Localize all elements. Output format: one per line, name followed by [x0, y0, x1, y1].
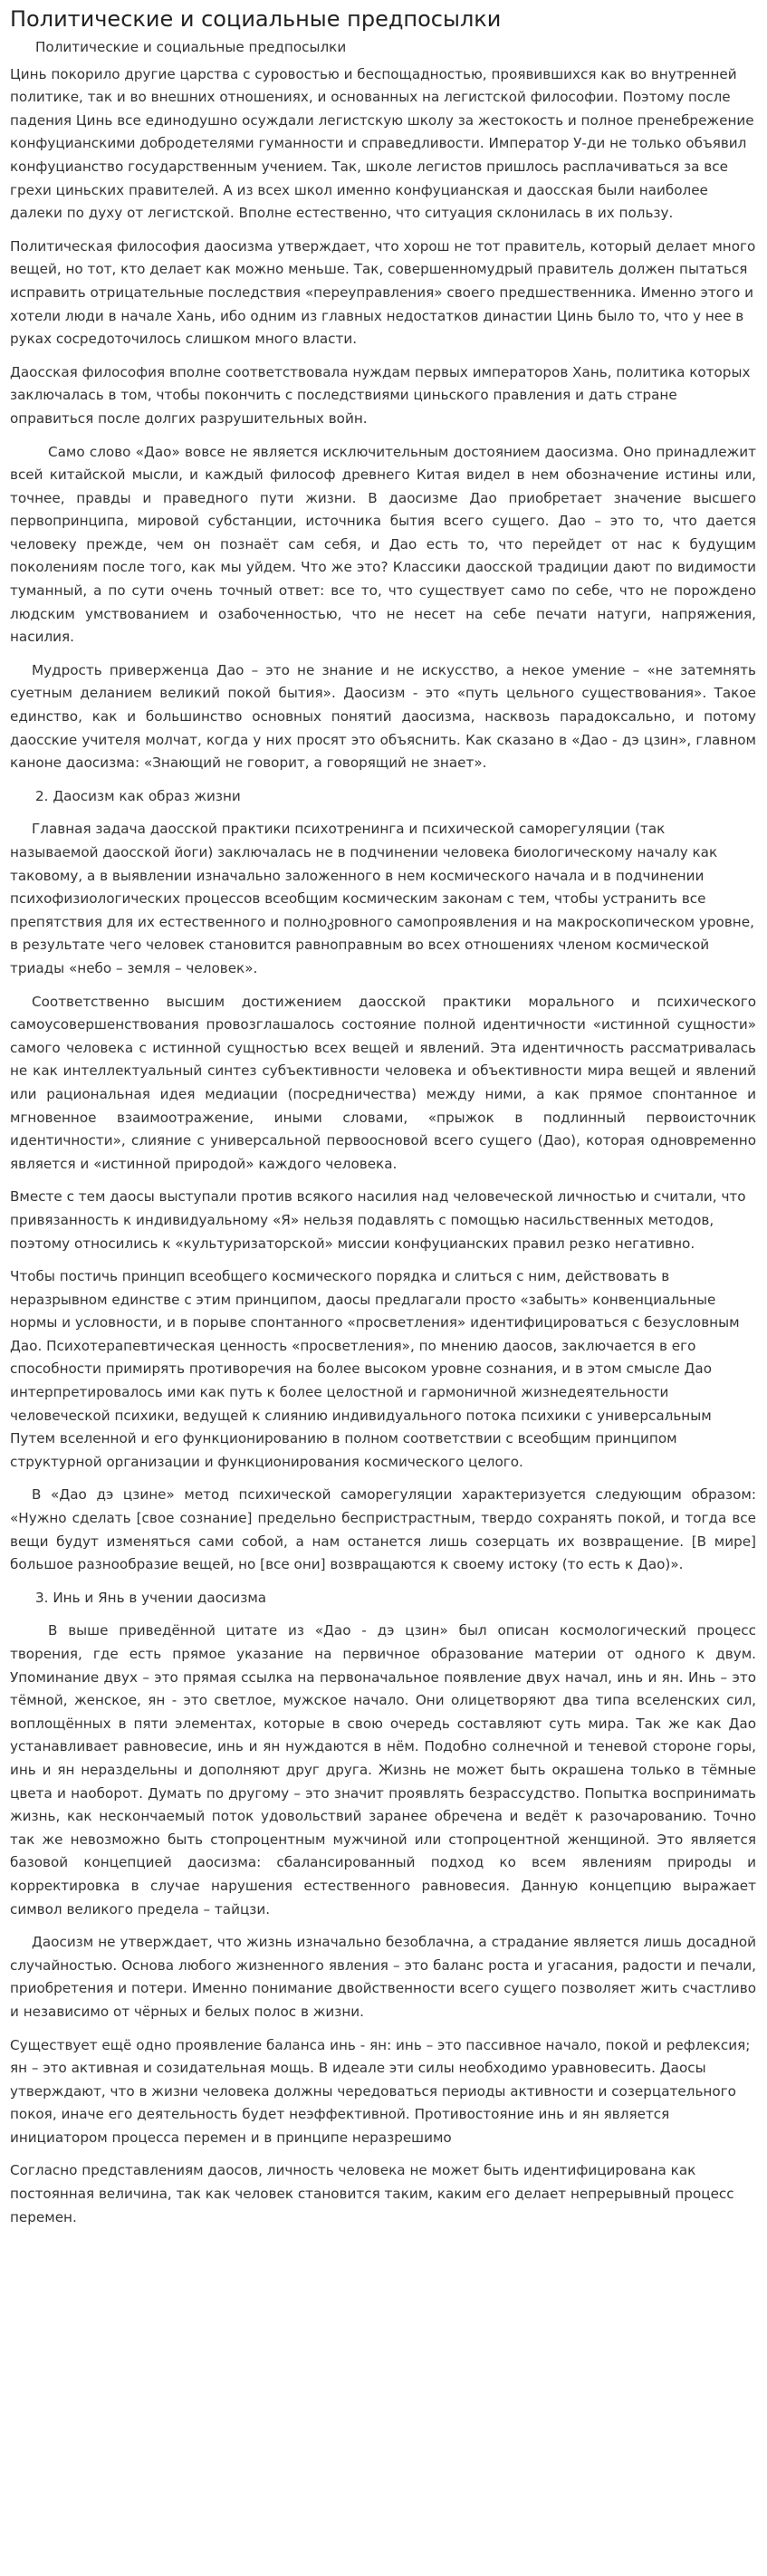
- paragraph: В выше приведённой цитате из «Дао - дэ цзин» был описан космологический процесс творения, где есть прямое указание на первичное образование материи от одного к двум. Упоминание двух – это прямая ссылка на первоначальное появление двух начал, инь и ян. Инь – это тёмной, женское, ян - это светлое, мужское начало. Они олицетворяют два типа вселенских сил, воплощённых в пяти элементах, которые в свою очередь составляют суть мира. Так же как Дао устанавливает равновесие, инь и ян нуждаются в нём. Подобно солнечной и теневой стороне горы, инь и ян нераздельны и дополняют друг друга. Жизнь не может быть окрашена только в тёмные цвета и наоборот. Думать по другому – это значит проявлять безрассудство. Попытка воспринимать жизнь, как нескончаемый поток удовольствий заранее обречена и ведёт к разочарованию. Точно так же невозможно быть стопроцентным мужчиной или стопроцентной женщиной. Это является базовой концепцией даосизма: сбалансированный подход ко всем явлениям природы и корректировка в случае нарушения естественного равновесия. Данную концепцию выражает символ великого предела – тайцзи.: [10, 1622, 756, 1918]
- section-heading: 3. Инь и Янь в учении даосизма: [35, 1589, 267, 1606]
- paragraph: Цинь покорило другие царства с суровостью и беспощадностью, проявившихся как во внутренней политике, так и во внешних отношениях, и основанных на легистской философии. Поэтому после падения Цинь все единодушно осуждали легистскую школу за жестокость и полное пренебрежение конфуцианскими добродетелями гуманности и справедливости. Император У-ди не только объявил конфуцианство государственным учением. Так, школе легистов пришлось расплачиваться за все грехи циньских правителей. А из всех школ именно конфуцианская и даосская были наиболее далеки по духу от легистской. Вполне естественно, что ситуация склонилась в их пользу.: [10, 65, 754, 222]
- paragraph: Даосская философия вполне соответствовала нуждам первых императоров Хань, политика которых заключалась в том, чтобы покончить с последствиями циньского правления и дать стране оправиться после долгих разрушительных войн.: [10, 363, 751, 427]
- paragraph: Чтобы постичь принцип всеобщего космического порядка и слиться с ним, действовать в неразрывном единстве с этим принципом, даосы предлагали просто «забыть» конвенциальные нормы и условности, и в порыве спонтанного «просветления» идентифицироваться с безусловным Дао. Психотерапевтическая ценность «просветления», по мнению даосов, заключается в его способности примирять противоречия на более высоком уровне сознания, и в этом смысле Дао интерпретировалось ими как путь к более целостной и гармоничной жизнедеятельности человеческой психики, ведущей к слиянию индивидуального потока психики с универсальным Путем вселенной и его функционированию в полном соответствии с всеобщим принципом структурной организации и функционирования космического целого.: [10, 1268, 740, 1470]
- paragraph: Само слово «Дао» вовсе не является исключительным достоянием даосизма. Оно принадлежит всей китайской мысли, и каждый философ древнего Китая видел в нем обозначение истины или, точнее, правды и праведного пути жизни. В даосизме Дао приобретает значение высшего первопринципа, мировой субстанции, источника бытия всего сущего. Дао – это то, что дается человеку прежде, чем он познаёт сам себя, и Дао есть то, что перейдет от нас к будущим поколениям после того, как мы уйдем. Что же это? Классики даосской традиции дают по видимости туманный, а по сути очень точный ответ: все то, что существует само по себе, что не порождено людским умствованием и озабоченностью, что не несет на себе печати натуги, напряжения, насилия.: [10, 443, 756, 646]
- document-subtitle: Политические и социальные предпосылки: [35, 39, 347, 55]
- document-title: Политические и социальные предпосылки: [10, 6, 502, 32]
- paragraph: Согласно представлениям даосов, личность человека не может быть идентифицирована как постоянная величина, так как человек становится таким, каким его делает непрерывный процесс перемен.: [10, 2162, 734, 2225]
- paragraph: Мудрость приверженца Дао – это не знание и не искусство, а некое умение – «не затемнять суетным деланием великий покой бытия». Даосизм - это «путь цельного существования». Такое единство, как и большинство основных понятий даосизма, насквозь парадоксально, и потому даосские учителя молчат, когда у них просят это объяснить. Как сказано в «Дао - дэ цзин», главном каноне даосизма: «Знающий не говорит, а говорящий не знает».: [10, 661, 756, 772]
- paragraph: Даосизм не утверждает, что жизнь изначально безоблачна, а страдание является лишь досадной случайностью. Основа любого жизненного явления – это баланс роста и угасания, радости и печали, приобретения и потери. Именно понимание двойственности всего сущего позволяет жить счастливо и независимо от чёрных и белых полос в жизни.: [10, 1934, 756, 2020]
- paragraph: Существует ещё одно проявление баланса инь - ян: инь – это пассивное начало, покой и рефлексия; ян – это активная и созидательная мощь. В идеале эти силы необходимо уравновесить. Даосы утверждают, что в жизни человека должны чередоваться периоды активности и созерцательного покоя, иначе его деятельность будет неэффективной. Противостояние инь и ян является инициатором процесса перемен и в принципе неразрешимо: [10, 2036, 751, 2146]
- section-heading: 2. Даосизм как образ жизни: [35, 787, 241, 804]
- paragraph: Главная задача даосской практики психотренинга и психической саморегуляции (так называемой даосской йоги) заключалась не в подчинении человека биологическому началу как таковому, а в выявлении изначально заложенного в нем космического начала и в подчинении психофизиологических процессов всеобщим космическим законам с тем, чтобы устранить все препятствия для их естественного и полноკровного самопроявления и на макроскопическом уровне, в результате чего человек становится равноправным во всех отношениях членом космической триады «небо – земля – человек».: [10, 821, 754, 976]
- paragraph: Вместе с тем даосы выступали против всякого насилия над человеческой личностью и считали, что привязанность к индивидуальному «Я» нельзя подавлять с помощью насильственных методов, поэтому относились к «культуризаторской» миссии конфуцианских правил резко негативно.: [10, 1188, 746, 1252]
- paragraph: В «Дао дэ цзине» метод психической саморегуляции характеризуется следующим образом: «Нужно сделать [свое сознание] предельно беспристрастным, твердо сохранять покой, и тогда все вещи будут изменяться сами собой, а нам останется лишь созерцать их возвращение. [В мире] большое разнообразие вещей, но [все они] возвращаются к своему истоку (то есть к Дао)».: [10, 1486, 756, 1573]
- paragraph: Соответственно высшим достижением даосской практики морального и психического самоусовершенствования провозглашалось состояние полной идентичности «истинной сущности» самого человека с истинной сущностью всех вещей и явлений. Эта идентичность рассматривалась не как интеллектуальный синтез субъективности человека и объективности мира вещей и явлений или рациональная идея медиации (посредничества) между ними, а как прямое спонтанное и мгновенное взаимоотражение, иными словами, «прыжок в подлинный первоисточник идентичности», слияние с универсальной первоосновой всего сущего (Дао), которая одновременно является и «истинной природой» каждого человека.: [10, 993, 756, 1172]
- paragraph: Политическая философия даосизма утверждает, что хорош не тот правитель, который делает много вещей, но тот, кто делает как можно меньше. Так, совершенномудрый правитель должен пытаться исправить отрицательные последствия «переуправления» своего предшественника. Именно этого и хотели люди в начале Хань, ибо одним из главных недостатков династии Цинь было то, что у нее в руках сосредоточилось слишком много власти.: [10, 237, 756, 348]
